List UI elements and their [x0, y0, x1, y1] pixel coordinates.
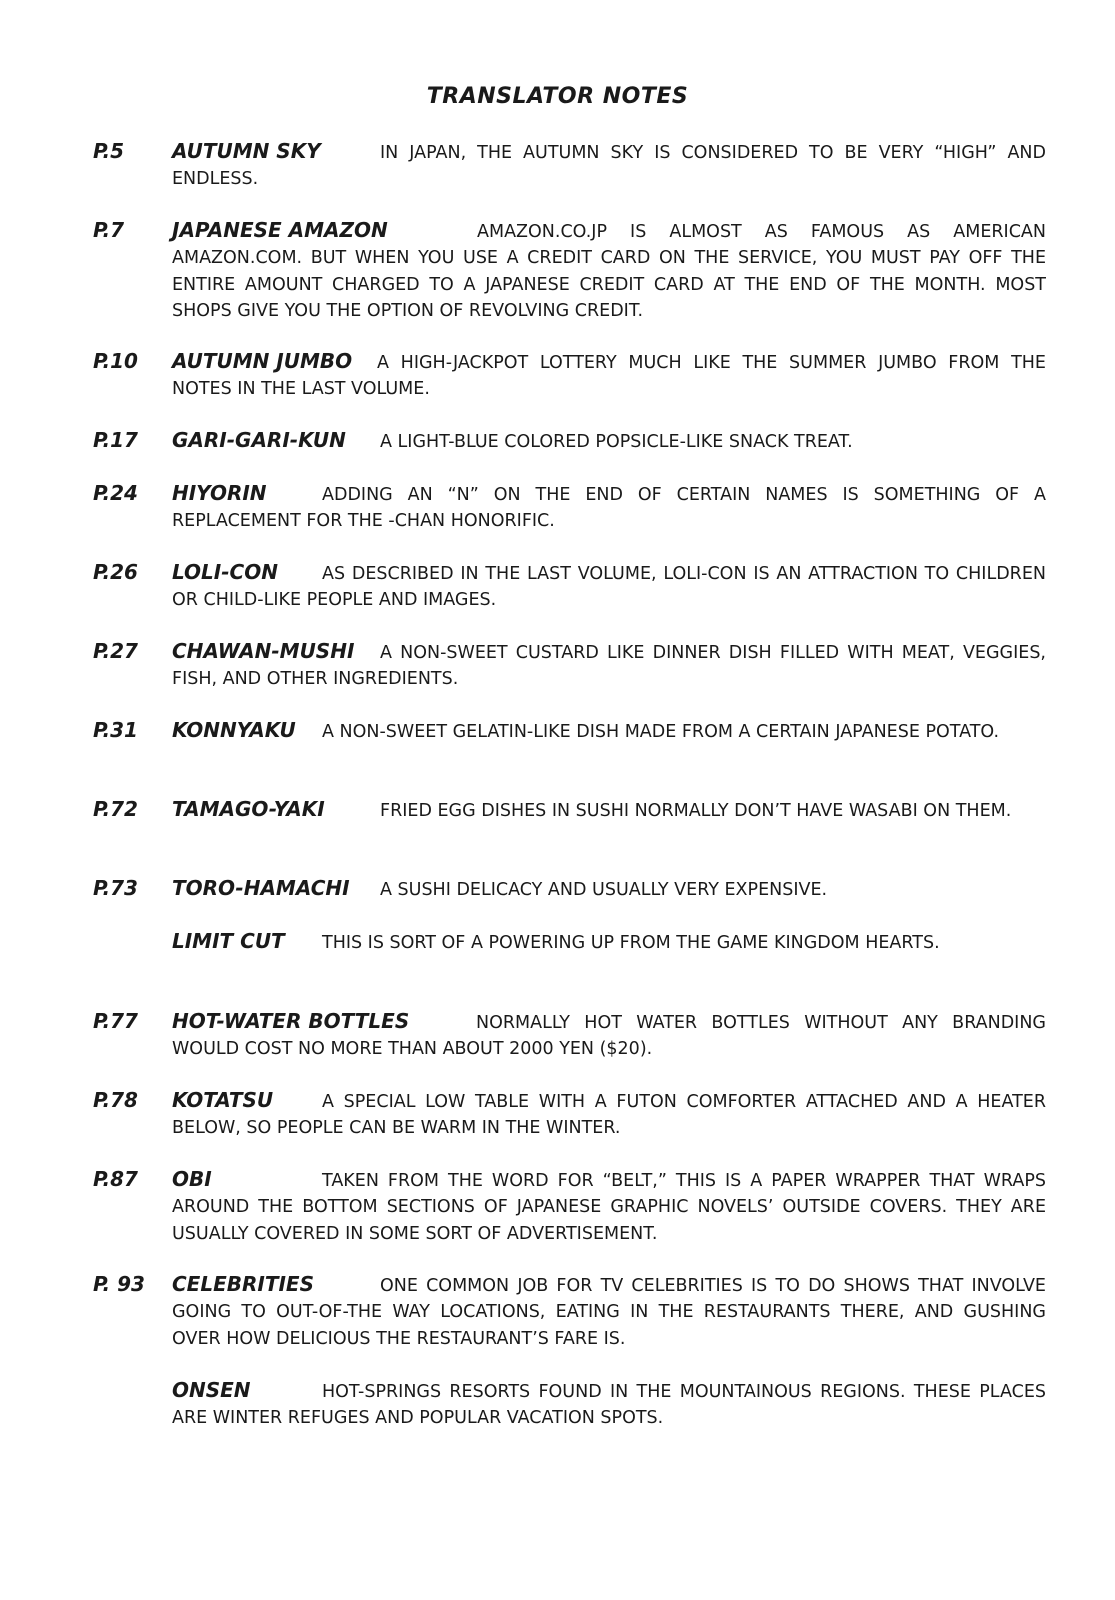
note-term: CELEBRITIES: [172, 1272, 314, 1296]
note-term: CHAWAN-MUSHI: [172, 639, 355, 663]
note-text: NORMALLY HOT WATER BOTTLES WITHOUT ANY BRANDING WOULD COST NO MORE THAN ABOUT 2000 YEN ($20).: [172, 1013, 1046, 1060]
note-body: [172, 1008, 1046, 1063]
note-term: AUTUMN JUMBO: [172, 349, 353, 373]
note-body: [172, 427, 1046, 455]
note-term: HIYORIN: [172, 481, 267, 505]
note-body: [172, 717, 1046, 745]
note-page-ref: P.24: [93, 481, 138, 505]
note-text: A LIGHT-BLUE COLORED POPSICLE-LIKE SNACK TREAT.: [380, 432, 853, 452]
note-term: LIMIT CUT: [172, 929, 285, 953]
note-page-ref: P.78: [93, 1088, 138, 1112]
note-term: JAPANESE AMAZON: [172, 218, 388, 242]
note-page-ref: P.10: [93, 349, 138, 373]
note-term: LOLI-CON: [172, 560, 278, 584]
note-body: [172, 796, 1046, 824]
note-page-ref: P.31: [93, 718, 138, 742]
note-page-ref: P.26: [93, 560, 138, 584]
note-term: KOTATSU: [172, 1088, 274, 1112]
note-text: ADDING AN “N” ON THE END OF CERTAIN NAMES IS SOMETHING OF A REPLACEMENT FOR THE -CHAN HONORIFIC.: [172, 485, 1046, 532]
note-body: [172, 217, 1046, 325]
note-term: KONNYAKU: [172, 718, 296, 742]
note-page-ref: P.17: [93, 428, 138, 452]
note-body: [172, 1166, 1046, 1247]
note-page-ref: P.87: [93, 1167, 138, 1191]
note-text: HOT-SPRINGS RESORTS FOUND IN THE MOUNTAINOUS REGIONS. THESE PLACES ARE WINTER REFUGES AND POPULAR VACATION SPOTS.: [172, 1382, 1046, 1429]
note-text: A NON-SWEET CUSTARD LIKE DINNER DISH FILLED WITH MEAT, VEGGIES, FISH, AND OTHER INGREDIENTS.: [172, 643, 1046, 690]
note-body: [172, 1377, 1046, 1432]
note-text: TAKEN FROM THE WORD FOR “BELT,” THIS IS A PAPER WRAPPER THAT WRAPS AROUND THE BOTTOM SECTIONS OF JAPANESE GRAPHIC NOVELS’ OUTSIDE COVERS. THEY ARE USUALLY COVERED IN SOME SORT OF ADVERTISEMENT.: [172, 1171, 1046, 1244]
note-term: HOT-WATER BOTTLES: [172, 1009, 410, 1033]
note-term: OBI: [172, 1167, 212, 1191]
note-body: [172, 1087, 1046, 1142]
note-term: TORO-HAMACHI: [172, 876, 350, 900]
note-term: ONSEN: [172, 1378, 251, 1402]
note-term: GARI-GARI-KUN: [172, 428, 346, 452]
note-text: AMAZON.CO.JP IS ALMOST AS FAMOUS AS AMERICAN AMAZON.COM. BUT WHEN YOU USE A CREDIT CARD ON THE SERVICE, YOU MUST PAY OFF THE ENTIRE AMOUNT CHARGED TO A JAPANESE CREDIT CARD AT THE END OF THE MONTH. MOST SHOPS GIVE YOU THE OPTION OF REVOLVING CREDIT.: [172, 222, 1046, 322]
note-page-ref: P.77: [93, 1009, 138, 1033]
note-body: [172, 480, 1046, 535]
note-body: [172, 928, 1046, 956]
note-body: [172, 1271, 1046, 1352]
note-text: A NON-SWEET GELATIN-LIKE DISH MADE FROM A CERTAIN JAPANESE POTATO.: [322, 722, 1000, 742]
note-text: A SPECIAL LOW TABLE WITH A FUTON COMFORTER ATTACHED AND A HEATER BELOW, SO PEOPLE CAN BE WARM IN THE WINTER.: [172, 1092, 1046, 1139]
note-term: TAMAGO-YAKI: [172, 797, 325, 821]
note-body: [172, 559, 1046, 614]
note-text: IN JAPAN, THE AUTUMN SKY IS CONSIDERED TO BE VERY “HIGH” AND ENDLESS.: [172, 143, 1046, 190]
note-page-ref: P.72: [93, 797, 138, 821]
note-page-ref: P. 93: [93, 1272, 145, 1296]
note-text: ONE COMMON JOB FOR TV CELEBRITIES IS TO DO SHOWS THAT INVOLVE GOING TO OUT-OF-THE WAY LOCATIONS, EATING IN THE RESTAURANTS THERE, AND GUSHING OVER HOW DELICIOUS THE RESTAURANT’S FARE IS.: [172, 1276, 1046, 1349]
note-body: [172, 875, 1046, 903]
note-text: A HIGH-JACKPOT LOTTERY MUCH LIKE THE SUMMER JUMBO FROM THE NOTES IN THE LAST VOLUME.: [172, 353, 1046, 400]
note-text: FRIED EGG DISHES IN SUSHI NORMALLY DON’T HAVE WASABI ON THEM.: [380, 801, 1012, 821]
note-body: [172, 138, 1046, 193]
note-term: AUTUMN SKY: [172, 139, 321, 163]
note-body: [172, 638, 1046, 693]
note-text: A SUSHI DELICACY AND USUALLY VERY EXPENSIVE.: [380, 880, 828, 900]
note-page-ref: P.27: [93, 639, 138, 663]
page-title: TRANSLATOR NOTES: [426, 84, 689, 109]
note-page-ref: P.5: [93, 139, 125, 163]
note-body: [172, 348, 1046, 403]
note-text: THIS IS SORT OF A POWERING UP FROM THE GAME KINGDOM HEARTS.: [322, 933, 940, 953]
note-page-ref: P.7: [93, 218, 125, 242]
note-page-ref: P.73: [93, 876, 138, 900]
note-text: AS DESCRIBED IN THE LAST VOLUME, LOLI-CON IS AN ATTRACTION TO CHILDREN OR CHILD-LIKE PEOPLE AND IMAGES.: [172, 564, 1046, 611]
